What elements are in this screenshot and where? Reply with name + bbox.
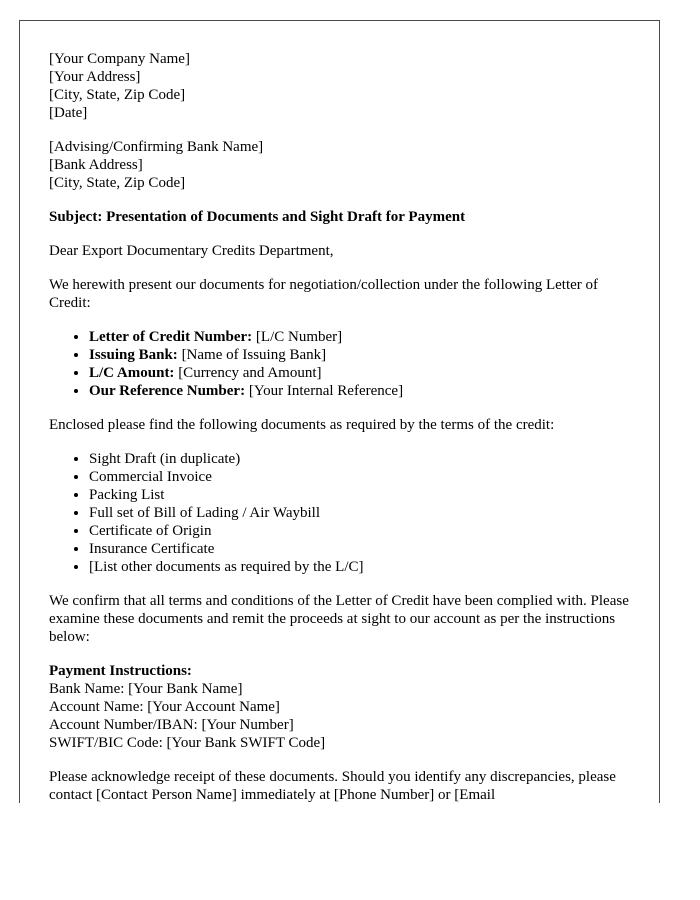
document-item: • Commercial Invoice	[89, 468, 634, 486]
lc-detail-item	[89, 382, 634, 400]
lc-detail-label: Our Reference Number:	[89, 383, 246, 399]
lc-detail-item	[89, 328, 634, 346]
payment-instructions	[49, 662, 634, 752]
sender-block	[49, 50, 634, 122]
sender-company: [Your Company Name]	[49, 51, 190, 67]
recipient-address: [Bank Address]	[49, 157, 143, 173]
lc-detail-value: [L/C Number]	[252, 329, 343, 345]
letter-content	[49, 50, 634, 803]
confirmation-paragraph: We confirm that all terms and conditions of the Letter of Credit have been complied with. Please examine these documents and remit the proceeds at sight to our account as per the instructions below:	[49, 593, 629, 645]
payment-heading	[49, 662, 634, 680]
lc-detail-label: Issuing Bank:	[89, 347, 178, 363]
sender-city: [City, State, Zip Code]	[49, 87, 186, 103]
payment-account-number: Account Number/IBAN: [Your Number]	[49, 717, 294, 733]
lc-detail-value: [Your Internal Reference]	[245, 383, 404, 399]
document-item: • Certificate of Origin	[89, 522, 634, 540]
recipient-block	[49, 138, 634, 192]
document-item: • [List other documents as required by the L/C]	[89, 558, 634, 576]
subject-line: Subject: Presentation of Documents and Sight Draft for Payment	[49, 209, 466, 225]
lc-detail-item	[89, 364, 634, 382]
payment-heading-text: Payment Instructions:	[49, 663, 192, 679]
document-item: • Packing List	[89, 486, 634, 504]
sender-address: [Your Address]	[49, 69, 141, 85]
recipient-bank: [Advising/Confirming Bank Name]	[49, 139, 264, 155]
lc-detail-label: Letter of Credit Number:	[89, 329, 253, 345]
salutation: Dear Export Documentary Credits Department,	[49, 243, 334, 259]
lc-detail-value: [Name of Issuing Bank]	[177, 347, 327, 363]
letter-date: [Date]	[49, 105, 88, 121]
document-item: • Full set of Bill of Lading / Air Waybill	[89, 504, 634, 522]
document-item: • Insurance Certificate	[89, 540, 634, 558]
lc-detail-label: L/C Amount:	[89, 365, 175, 381]
closing-paragraph: Please acknowledge receipt of these documents. Should you identify any discrepancies, please contact [Contact Person Name] immediately at [Phone Number] or [Email	[49, 769, 616, 803]
payment-swift-code: SWIFT/BIC Code: [Your Bank SWIFT Code]	[49, 735, 326, 751]
enclosed-intro: Enclosed please find the following documents as required by the terms of the credit:	[49, 417, 555, 433]
recipient-city: [City, State, Zip Code]	[49, 175, 186, 191]
lc-detail-item	[89, 346, 634, 364]
payment-account-name: Account Name: [Your Account Name]	[49, 699, 280, 715]
letter-page	[19, 20, 660, 803]
documents-list	[49, 450, 634, 576]
payment-bank-name: Bank Name: [Your Bank Name]	[49, 681, 243, 697]
lc-details-list	[49, 328, 634, 400]
intro-paragraph: We herewith present our documents for negotiation/collection under the following Letter of Credit:	[49, 277, 599, 311]
lc-detail-value: [Currency and Amount]	[174, 365, 322, 381]
document-item: • Sight Draft (in duplicate)	[89, 450, 634, 468]
